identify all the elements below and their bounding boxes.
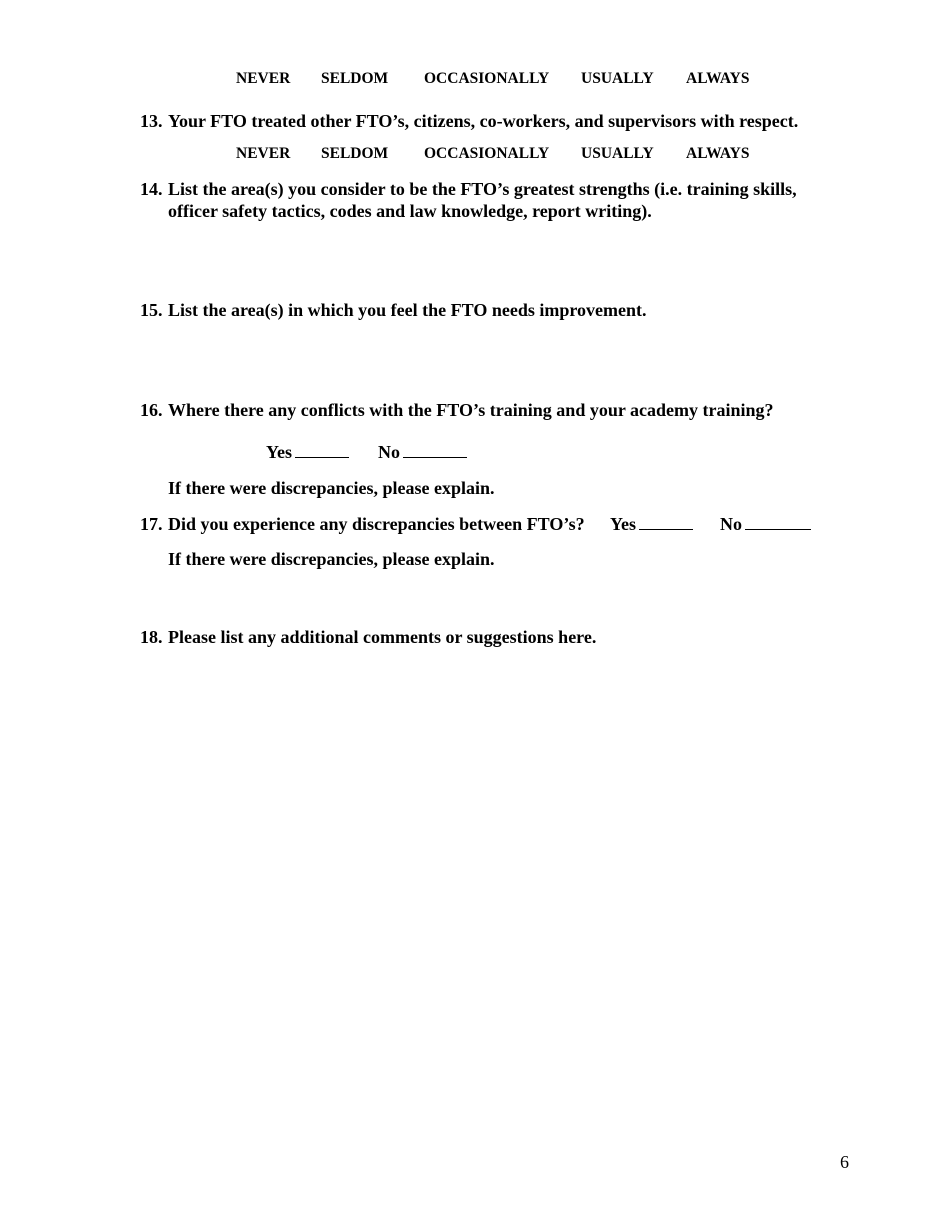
question-text: Please list any additional comments or suggestions here. [168, 627, 597, 647]
rating-option-always[interactable]: ALWAYS [686, 70, 750, 87]
rating-option-seldom[interactable]: SELDOM [321, 70, 389, 87]
question-text: List the area(s) in which you feel the FTO needs improvement. [168, 300, 647, 320]
question-text: Your FTO treated other FTO’s, citizens, co-workers, and supervisors with respect. [168, 111, 799, 131]
question-number: 17. [140, 514, 163, 534]
q17-explain-prompt: If there were discrepancies, please explain. [168, 549, 495, 569]
question-number: 16. [140, 400, 163, 420]
rating-option-occasionally[interactable]: OCCASIONALLY [424, 145, 550, 162]
rating-option-never[interactable]: NEVER [236, 70, 291, 87]
no-answer-blank[interactable] [745, 513, 811, 530]
rating-option-usually[interactable]: USUALLY [581, 70, 654, 87]
yes-answer-blank[interactable] [639, 513, 693, 530]
q16-yes-no-row [266, 441, 467, 463]
yes-label: Yes [610, 514, 636, 534]
question-18 [140, 626, 840, 648]
no-label: No [378, 442, 400, 462]
question-text: List the area(s) you consider to be the FTO’s greatest strengths (i.e. training skills, officer safety tactics, codes and law knowledge, report writing). [168, 179, 797, 221]
yes-label: Yes [266, 442, 292, 462]
question-text-main: Did you experience any discrepancies between FTO’s? [168, 514, 585, 534]
question-text: Where there any conflicts with the FTO’s training and your academy training? [168, 400, 774, 420]
rating-option-occasionally[interactable]: OCCASIONALLY [424, 70, 550, 87]
rating-scale-row-q13 [0, 145, 950, 165]
question-15 [140, 299, 840, 321]
rating-option-always[interactable]: ALWAYS [686, 145, 750, 162]
yes-answer-blank[interactable] [295, 441, 349, 458]
rating-scale-row-top [0, 70, 950, 90]
question-number: 13. [140, 111, 163, 131]
no-label: No [720, 514, 742, 534]
rating-option-seldom[interactable]: SELDOM [321, 145, 389, 162]
rating-option-usually[interactable]: USUALLY [581, 145, 654, 162]
question-13 [140, 110, 840, 132]
q16-explain-prompt: If there were discrepancies, please explain. [168, 478, 495, 498]
page-number: 6 [840, 1152, 849, 1172]
q17-yes-no-row [610, 513, 811, 535]
rating-option-never[interactable]: NEVER [236, 145, 291, 162]
question-16 [140, 399, 840, 421]
no-answer-blank[interactable] [403, 441, 467, 458]
question-14 [140, 178, 840, 222]
question-number: 18. [140, 627, 163, 647]
question-number: 14. [140, 179, 163, 199]
question-number: 15. [140, 300, 163, 320]
